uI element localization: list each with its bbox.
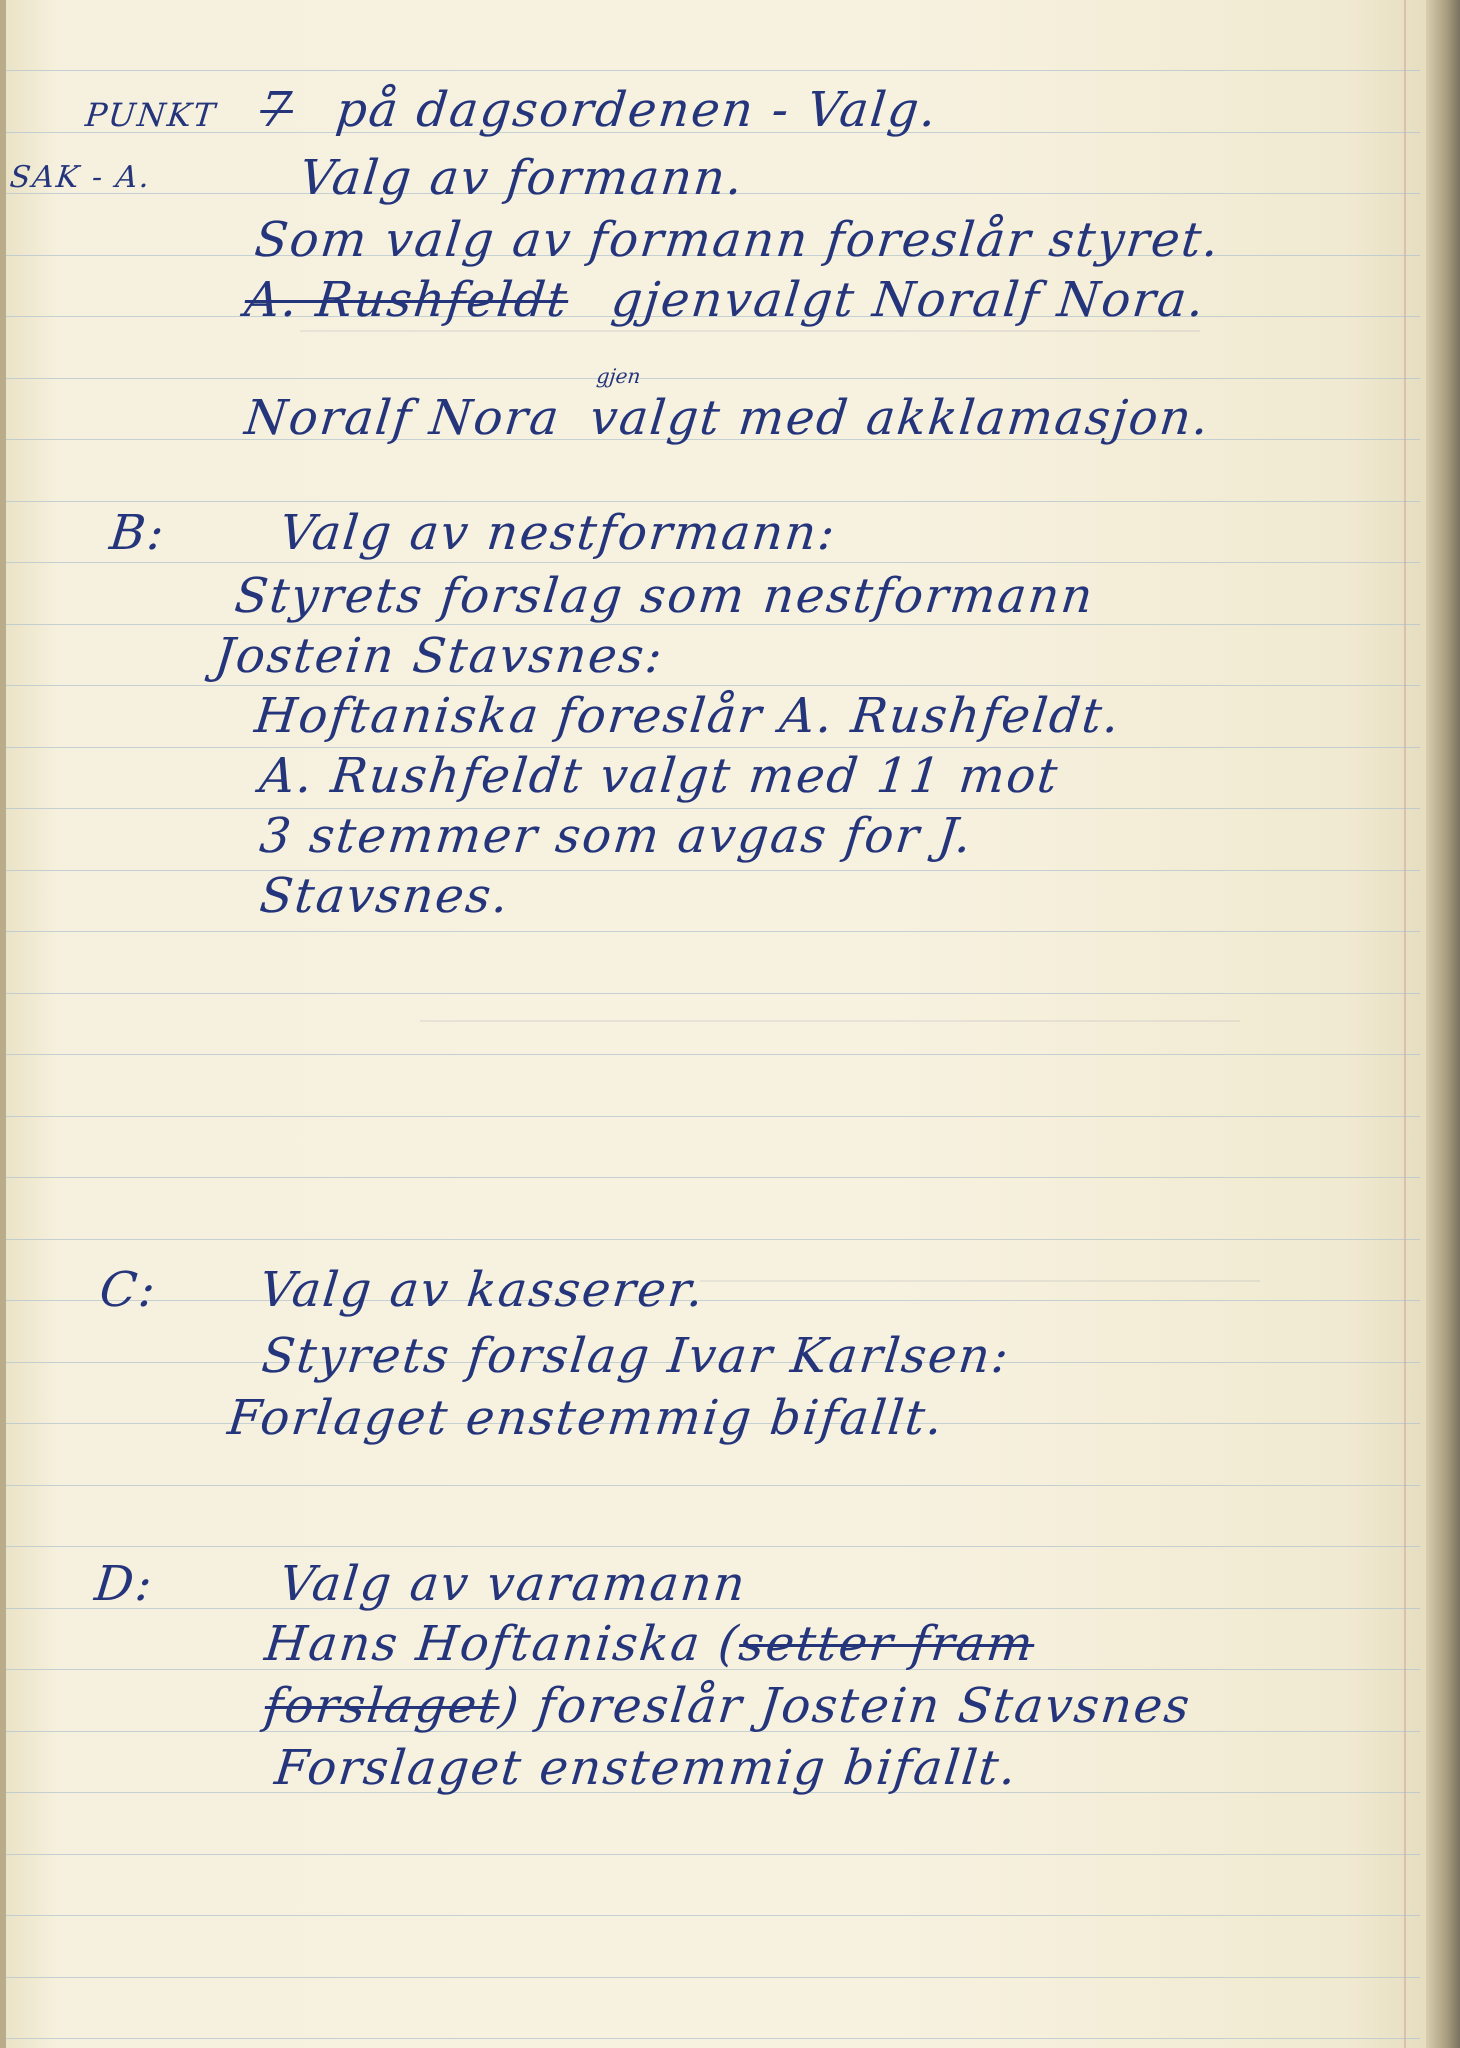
ruled-line — [0, 1915, 1420, 1916]
ruled-line — [0, 624, 1420, 625]
ruled-line — [0, 1177, 1420, 1178]
item-d-line2 — [262, 1678, 1194, 1734]
item-d-line1 — [262, 1616, 1037, 1672]
notebook-binding — [1426, 0, 1460, 2048]
bleed-through — [420, 1020, 1240, 1022]
item-d-line2-struck: forslaget — [262, 1678, 503, 1734]
item-b-line: Styrets forslag som nestformann — [232, 568, 1098, 624]
item-b-line: Jostein Stavsnes: — [212, 628, 667, 684]
bleed-through — [700, 1280, 1260, 1282]
item-c-heading: Valg av kasserer. — [257, 1262, 708, 1318]
page-left-edge — [0, 0, 6, 2048]
agenda-header — [83, 82, 941, 138]
item-d-line3: Forslaget enstemmig bifallt. — [272, 1740, 1021, 1796]
item-b-heading: Valg av nestformann: — [277, 505, 840, 561]
item-a-proposal-continued: gjenvalgt Noralf Nora. — [608, 272, 1209, 328]
ruled-line — [0, 1977, 1420, 1978]
item-a-proposal: Som valg av formann foreslår styret. — [252, 212, 1224, 268]
item-a-result-before: Noralf Nora — [242, 390, 564, 446]
ruled-line — [0, 1116, 1420, 1117]
ruled-line — [0, 1239, 1420, 1240]
item-d-label: D: — [92, 1556, 157, 1612]
item-a-struck-name: A. Rushfeldt — [242, 272, 572, 328]
ruled-line — [0, 378, 1420, 379]
item-d-line1-struck: setter fram — [736, 1616, 1038, 1672]
ruled-line — [0, 2038, 1420, 2039]
ruled-line — [0, 870, 1420, 871]
ruled-line — [0, 685, 1420, 686]
ruled-line — [0, 70, 1420, 71]
item-c-line: Forlaget enstemmig bifallt. — [225, 1390, 947, 1446]
ruled-line — [0, 1546, 1420, 1547]
margin-rule — [1404, 0, 1406, 2048]
header-struck-number: 7 — [257, 82, 296, 138]
ruled-line — [0, 501, 1420, 502]
header-prefix: PUNKT — [83, 96, 219, 134]
item-c-label: C: — [97, 1262, 160, 1318]
ruled-line — [0, 1054, 1420, 1055]
ruled-line — [0, 1485, 1420, 1486]
ruled-line — [0, 1854, 1420, 1855]
item-a-proposal-line2 — [242, 272, 1208, 328]
header-text: på dagsordenen - Valg. — [333, 82, 941, 138]
ruled-line — [0, 1300, 1420, 1301]
item-b-line: Hoftaniska foreslår A. Rushfeldt. — [252, 688, 1124, 744]
item-a-label: SAK - A. — [8, 160, 153, 195]
item-b-line: 3 stemmer som avgas for J. — [257, 808, 976, 864]
item-a-result — [242, 364, 1213, 446]
item-d-line1-before: Hans Hoftaniska ( — [262, 1616, 743, 1672]
bleed-through — [300, 330, 1200, 332]
item-b-label: B: — [107, 505, 169, 561]
ruled-line — [0, 993, 1420, 994]
item-b-line: A. Rushfeldt valgt med 11 mot — [257, 748, 1062, 804]
item-a-heading: Valg av formann. — [297, 150, 747, 206]
item-b-line: Stavsnes. — [257, 868, 513, 924]
ruled-line — [0, 562, 1420, 563]
item-d-line2-after: ) foreslår Jostein Stavsnes — [496, 1678, 1194, 1734]
item-a-result-after: valgt med akklamasjon. — [587, 390, 1213, 446]
ruled-line — [0, 931, 1420, 932]
item-c-line: Styrets forslag Ivar Karlsen: — [259, 1328, 1013, 1384]
item-d-heading: Valg av varamann — [277, 1556, 750, 1612]
item-a-insertion: gjen — [595, 364, 642, 388]
